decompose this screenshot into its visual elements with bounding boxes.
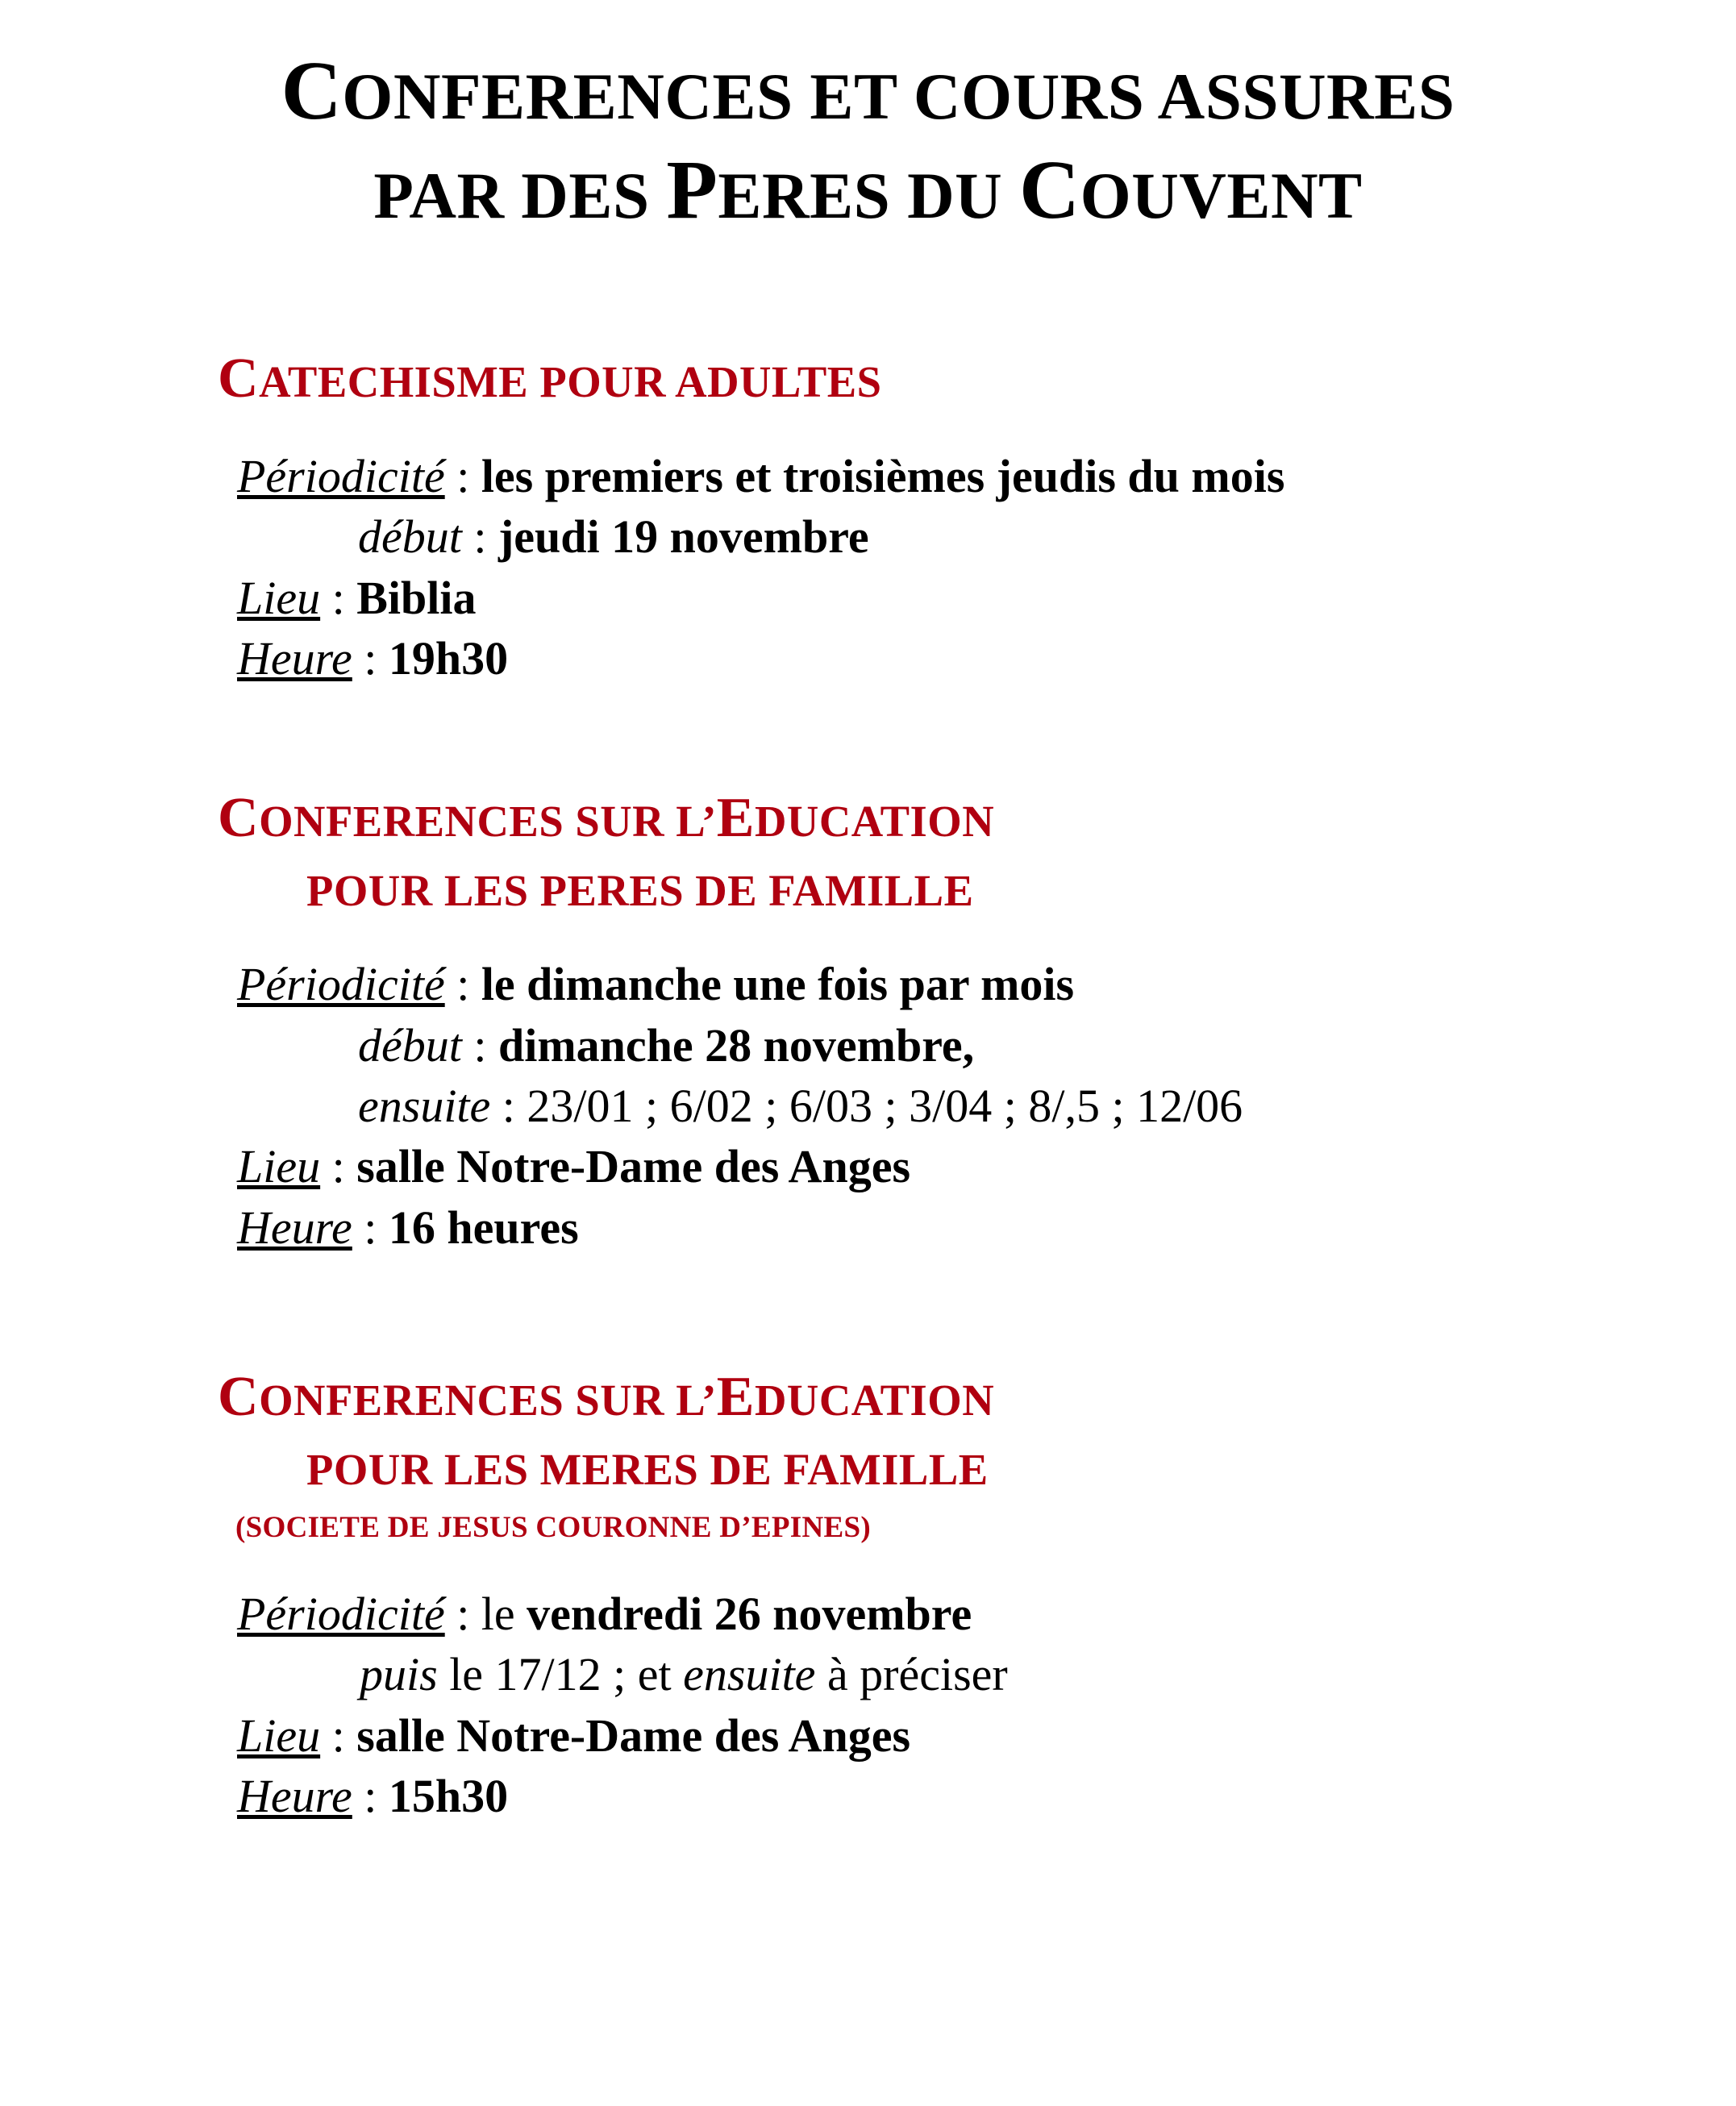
detail-row: Périodicité : le dimanche une fois par mois [237, 958, 1075, 1011]
section-3-details [218, 1584, 1688, 1827]
detail-value: vendredi 26 novembre [527, 1587, 972, 1640]
section-catechisme [218, 344, 1688, 689]
detail-row: Heure : 16 heures [237, 1201, 579, 1254]
detail-row: Lieu : salle Notre-Dame des Anges [237, 1709, 911, 1762]
detail-row: puis le 17/12 ; et ensuite à préciser [360, 1648, 1008, 1701]
detail-value: les premiers et troisièmes jeudis du mois [481, 449, 1285, 502]
section-heading-catechisme: CATECHISME POUR ADULTES [218, 348, 882, 410]
detail-row: début : jeudi 19 novembre [358, 510, 869, 564]
detail-value-emph: ensuite [683, 1648, 816, 1701]
detail-value: le dimanche une fois par mois [481, 958, 1075, 1011]
detail-label: début [358, 510, 462, 564]
detail-row: Heure : 19h30 [237, 632, 509, 685]
detail-label: Heure [237, 632, 352, 685]
detail-value: salle Notre-Dame des Anges [356, 1140, 911, 1193]
detail-label: Lieu [237, 1709, 321, 1762]
section-heading-conferences-peres: CONFERENCES SUR L’EDUCATION POUR LES PERES DE FAMILLE [218, 787, 995, 915]
detail-label: Périodicité [237, 1587, 445, 1640]
detail-row: Heure : 15h30 [237, 1770, 509, 1823]
detail-label: ensuite [358, 1079, 491, 1132]
detail-label: Périodicité [237, 449, 445, 502]
page-title-line-1: CONFERENCES ET COURS ASSURES [281, 44, 1455, 137]
detail-value: 16 heures [388, 1201, 579, 1254]
section-conferences-meres [218, 1363, 1688, 1826]
section-2-details [218, 954, 1688, 1258]
detail-value: Biblia [356, 571, 477, 624]
detail-value: 23/01 ; 6/02 ; 6/03 ; 3/04 ; 8/,5 ; 12/06 [527, 1079, 1243, 1132]
page-title-line-2: PAR DES PERES DU COUVENT [373, 143, 1363, 236]
detail-label: Lieu [237, 1140, 321, 1193]
detail-value: 19h30 [388, 632, 509, 685]
page-title [48, 42, 1688, 239]
section-3-subheading: (SOCIETE DE JESUS COURONNE D’EPINES) [235, 1510, 871, 1544]
detail-row: Lieu : salle Notre-Dame des Anges [237, 1140, 911, 1193]
detail-value: jeudi 19 novembre [497, 510, 869, 564]
detail-row: Périodicité : le vendredi 26 novembre [237, 1587, 972, 1640]
detail-label: puis [360, 1648, 438, 1701]
section-conferences-peres [218, 784, 1688, 1258]
document-page [0, 42, 1736, 2106]
detail-value: salle Notre-Dame des Anges [356, 1709, 911, 1762]
detail-label: Lieu [237, 571, 321, 624]
detail-row: ensuite : 23/01 ; 6/02 ; 6/03 ; 3/04 ; 8/,5 ; 12/06 [358, 1079, 1243, 1132]
detail-row: Périodicité : les premiers et troisièmes jeudis du mois [237, 449, 1285, 502]
detail-value: dimanche 28 novembre, [497, 1018, 975, 1072]
detail-label: début [358, 1018, 462, 1072]
detail-row: début : dimanche 28 novembre, [358, 1018, 975, 1072]
detail-row: Lieu : Biblia [237, 571, 477, 624]
section-1-details [218, 446, 1688, 689]
detail-label: Périodicité [237, 958, 445, 1011]
detail-value: 15h30 [388, 1770, 509, 1823]
section-heading-conferences-meres: CONFERENCES SUR L’EDUCATION POUR LES MERES DE FAMILLE [218, 1366, 995, 1494]
detail-label: Heure [237, 1770, 352, 1823]
detail-label: Heure [237, 1201, 352, 1254]
